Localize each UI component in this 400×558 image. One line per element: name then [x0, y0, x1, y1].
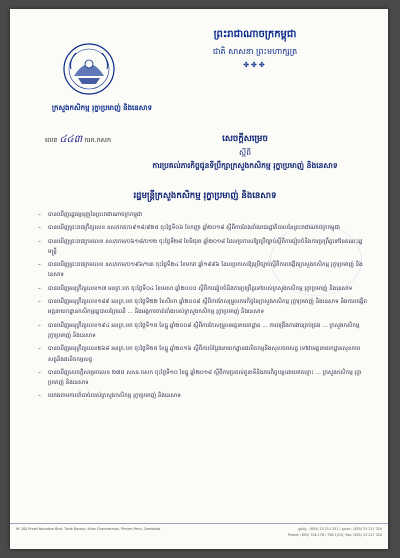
footer-address: Nº 200 Preah Norodom Blvd, Tonle Bassac, Khan Chamkarmon, Phnom Penh, Cambodia [16, 527, 161, 531]
reference-handwritten-number: ៤៤៣ [59, 134, 83, 145]
ministry-emblem-icon [62, 42, 116, 96]
document-page [10, 9, 388, 549]
bullet-icon: – [38, 285, 41, 292]
item-text: យោងតាមការចាំបាច់របស់ក្រសួងកសិកម្ម រុក្ខាប្រមាញ់ និងនេសាទ [48, 393, 181, 400]
kingdom-header [130, 27, 380, 69]
item-text: បានឃើញព្រះរាជក្រមលេខ នស/រកម/០៦១៨/០១២ ចុះថ្ងៃទី២៨ ខែមិថុនា ឆ្នាំ២០១៨ ដែលប្រកាសឱ្យប្រើច្បាប់ស្តីពីការរៀបចំនិងការប្រព្រឹត្តទៅនៃគណៈរដ្ឋមន្ត្រី [48, 238, 363, 255]
ministry-name: ក្រសួងកសិកម្ម រុក្ខាប្រមាញ់ និងនេសាទ [51, 104, 153, 112]
bullet-icon: – [38, 393, 41, 400]
preamble-list [38, 210, 368, 405]
bullet-icon: – [38, 369, 41, 376]
bullet-icon: – [38, 299, 41, 306]
footer-contact: ទូរស័ព្ទ : (855) 23 211 351 / ទូរសារ : (855) 23 217 320 [298, 527, 382, 531]
reference-prefix: លេខ [45, 136, 58, 144]
issuer-heading: រដ្ឋមន្រ្តីក្រសួងកសិកម្ម រុក្ខាប្រមាញ់ និងនេសាទ [133, 191, 277, 201]
title-line-1: សេចក្តីសម្រេច [222, 134, 268, 144]
item-text: បានឃើញរដ្ឋធម្មនុញ្ញនៃព្រះរាជាណាចក្រកម្ពុជា [48, 212, 143, 218]
header-ornament: ✤✤✤ [243, 61, 267, 69]
list-item [38, 344, 368, 365]
item-text: បានឃើញព្រះរាជក្រមលេខ នស/រកម/០១៩៦/១៣ ចុះថ្ងៃទី២៤ ខែមករា ឆ្នាំ១៩៩៦ ដែលប្រកាសឱ្យប្រើច្បាប់ស្តីពីការបង្កើតក្រសួងកសិកម្ម រុក្ខាប្រមាញ់ និងនេសាទ [48, 262, 363, 279]
list-item [38, 321, 368, 342]
decision-title [150, 134, 340, 172]
kingdom-title: ព្រះរាជាណាចក្រកម្ពុជា [213, 29, 297, 40]
item-text: បានឃើញសេចក្តីសម្រេចលេខ ២៧៥ សសរ.កសក ចុះថ្ងៃទី១០ ខែធ្នូ ឆ្នាំ២០១៨ ស្តីពីការប្រគល់តួនាទីនិងភារកិច្ចបន្តដោយឥតខ្ចោះ ... ក្រសួងកសិកម្ម រុក្ខាប្រមាញ់ និងនេសាទ [48, 369, 362, 387]
national-motto: ជាតិ សាសនា ព្រះមហាក្សត្រ [212, 47, 298, 56]
list-item [38, 297, 368, 318]
list-item [38, 210, 368, 220]
item-text: បានឃើញអនុក្រឹត្យលេខ២៦៨ អនក្រ.បក ចុះថ្ងៃទី២៥ ខែធ្នូ ឆ្នាំ២០១៦ ស្តីពីការបំប្លែងនាយកដ្ឋានផលិតកម្មនិងសុខភាពសត្វ ទៅជាអគ្គនាយកដ្ឋានសុខភាពសត្វនិងផលិតកម្មសត្វ [48, 346, 361, 363]
title-line-2: ស្តីពី [239, 148, 251, 157]
bullet-icon: – [38, 322, 41, 329]
list-item [38, 368, 368, 389]
list-item [38, 260, 368, 281]
title-line-3: ការប្រគល់ភារកិច្ចជូនទីប្រឹក្សាក្រសួងកសិកម្ម រុក្ខាប្រមាញ់ និងនេសាទ [152, 161, 338, 170]
bullet-icon: – [38, 238, 41, 245]
item-text: បានឃើញអនុក្រឹត្យលេខ១៩៤ អនក្រ.បក ចុះថ្ងៃទី១៥ ខែធ្នូ ឆ្នាំ២០០៨ ស្តីពីការកែសម្រួលអគ្គនាយកដ្ឋាន ... ការពង្រឹងការងារគ្រប់គ្រង ... ក្រសួងកសិកម្ម រុក្ខាប្រមាញ់ និងនេសាទ [48, 322, 360, 339]
reference-suffix: ករក.កសក [84, 136, 112, 144]
reference-number [45, 132, 111, 147]
letterhead-footer [10, 523, 388, 537]
bullet-icon: – [38, 262, 41, 269]
item-text: បានឃើញអនុក្រឹត្យលេខ១៧ អនក្រ.បក ចុះថ្ងៃទី០៤ ខែមេសា ឆ្នាំ២០០០ ស្តីពីការរៀបចំនិងការប្រព្រឹត្តទៅរបស់ក្រសួងកសិកម្ម រុក្ខាប្រមាញ់ និងនេសាទ [48, 285, 353, 292]
footer-contact-en: Phone: (855) 756 178 / 756 1(15), Fax: (855) 23 217 320 [288, 533, 382, 537]
bullet-icon: – [38, 346, 41, 353]
item-text: បានឃើញព្រះរាជក្រឹត្យលេខ នស/រកត/០៩១៨/៩២៥ ចុះថ្ងៃទី០៦ ខែកញ្ញា ឆ្នាំ២០១៨ ស្តីពីការតែងតាំងរាជរដ្ឋាភិបាលនៃព្រះរាជាណាចក្រកម្ពុជា [48, 225, 340, 232]
list-item [38, 223, 368, 233]
list-item [38, 237, 368, 258]
bullet-icon: – [38, 212, 41, 218]
list-item [38, 284, 368, 294]
list-item [38, 391, 368, 401]
bullet-icon: – [38, 225, 41, 232]
item-text: បានឃើញអនុក្រឹត្យលេខ១៨៩ អនក្រ.បក ចុះថ្ងៃទី២២ ខែសីហា ឆ្នាំ២០០៨ ស្តីពីការកែសម្រួលភារកិច្ចនៃក្រសួងកសិកម្ម រុក្ខាប្រមាញ់ និងនេសាទ និងការបង្កើតអគ្គនាយកដ្ឋានកសិកម្មរដ្ឋបាលព្រៃឈើ ... និងអង្គការចាត់តាំងរបស់ក្រសួងកសិកម្ម រុក្ខាប្រមាញ់ និងនេសាទ [48, 299, 368, 316]
